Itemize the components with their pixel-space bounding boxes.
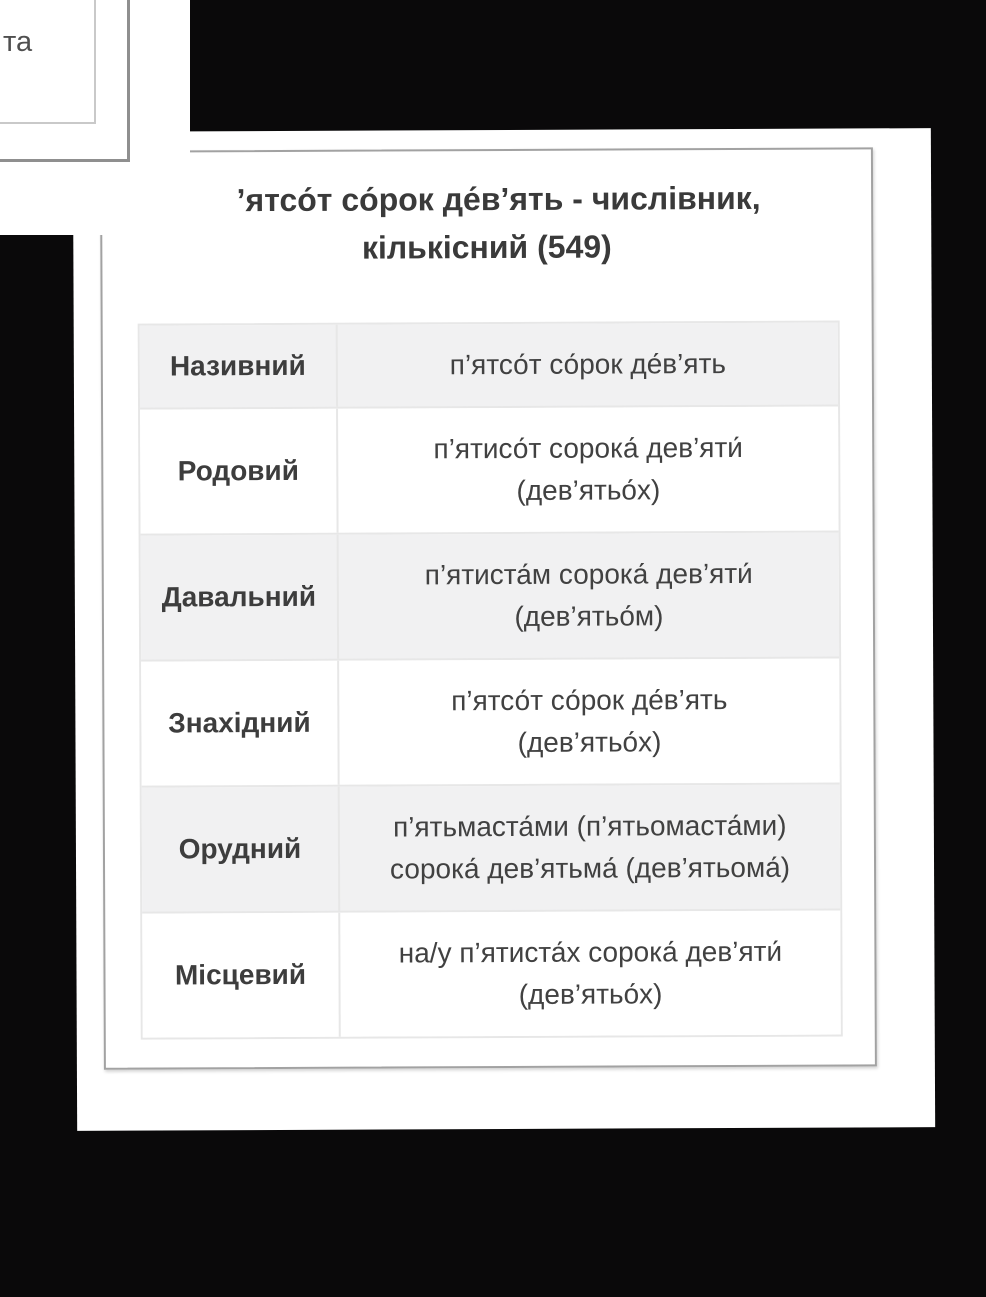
partial-screenshot-box: [0, 0, 190, 235]
page-title-line-2: кількісний (549): [361, 228, 612, 266]
case-label-cell: Давальний: [141, 535, 340, 660]
table-row-locative: [142, 911, 841, 1038]
page-title: [102, 173, 871, 272]
case-forms-cell: п’ятисо́т сорока́ дев’яти́ (дев’ятьо́х): [433, 431, 743, 506]
photo-card: [73, 128, 935, 1131]
partial-box-inner-border: [0, 0, 96, 124]
page-title-line-1: ’ятсо́т со́рок де́в’ять - числівник,: [236, 179, 761, 219]
partial-box-text: та: [3, 26, 33, 58]
case-forms-cell: п’ятсо́т со́рок де́в’ять (дев’ятьо́х): [451, 684, 728, 758]
case-forms-cell: п’ятиста́м сорока́ дев’яти́ (дев’ятьо́м): [424, 557, 753, 632]
table-row-nominative: [140, 323, 838, 410]
case-forms-cell: п’ятсо́т со́рок де́в’ять: [449, 348, 727, 381]
case-label-cell: Місцевий: [142, 913, 341, 1038]
card-inner-frame: [100, 147, 877, 1069]
case-forms-cell: п’ятьмаста́ми (п’ятьомаста́ми) сорока́ дев’ятьма́ (дев’ятьома́): [389, 809, 791, 885]
case-label-cell: Знахідний: [141, 661, 340, 786]
table-row-instrumental: [142, 785, 841, 914]
case-label-cell: Орудний: [142, 787, 341, 912]
table-row-accusative: [141, 659, 840, 788]
case-label-cell: Називний: [140, 325, 338, 408]
case-forms-cell: на/у п’ятиста́х сорока́ дев’яти́ (дев’ятьо́х): [398, 935, 783, 1010]
table-row-genitive: [140, 407, 839, 536]
declension-table: [138, 321, 843, 1040]
case-label-cell: Родовий: [140, 409, 339, 534]
table-row-dative: [141, 533, 840, 662]
